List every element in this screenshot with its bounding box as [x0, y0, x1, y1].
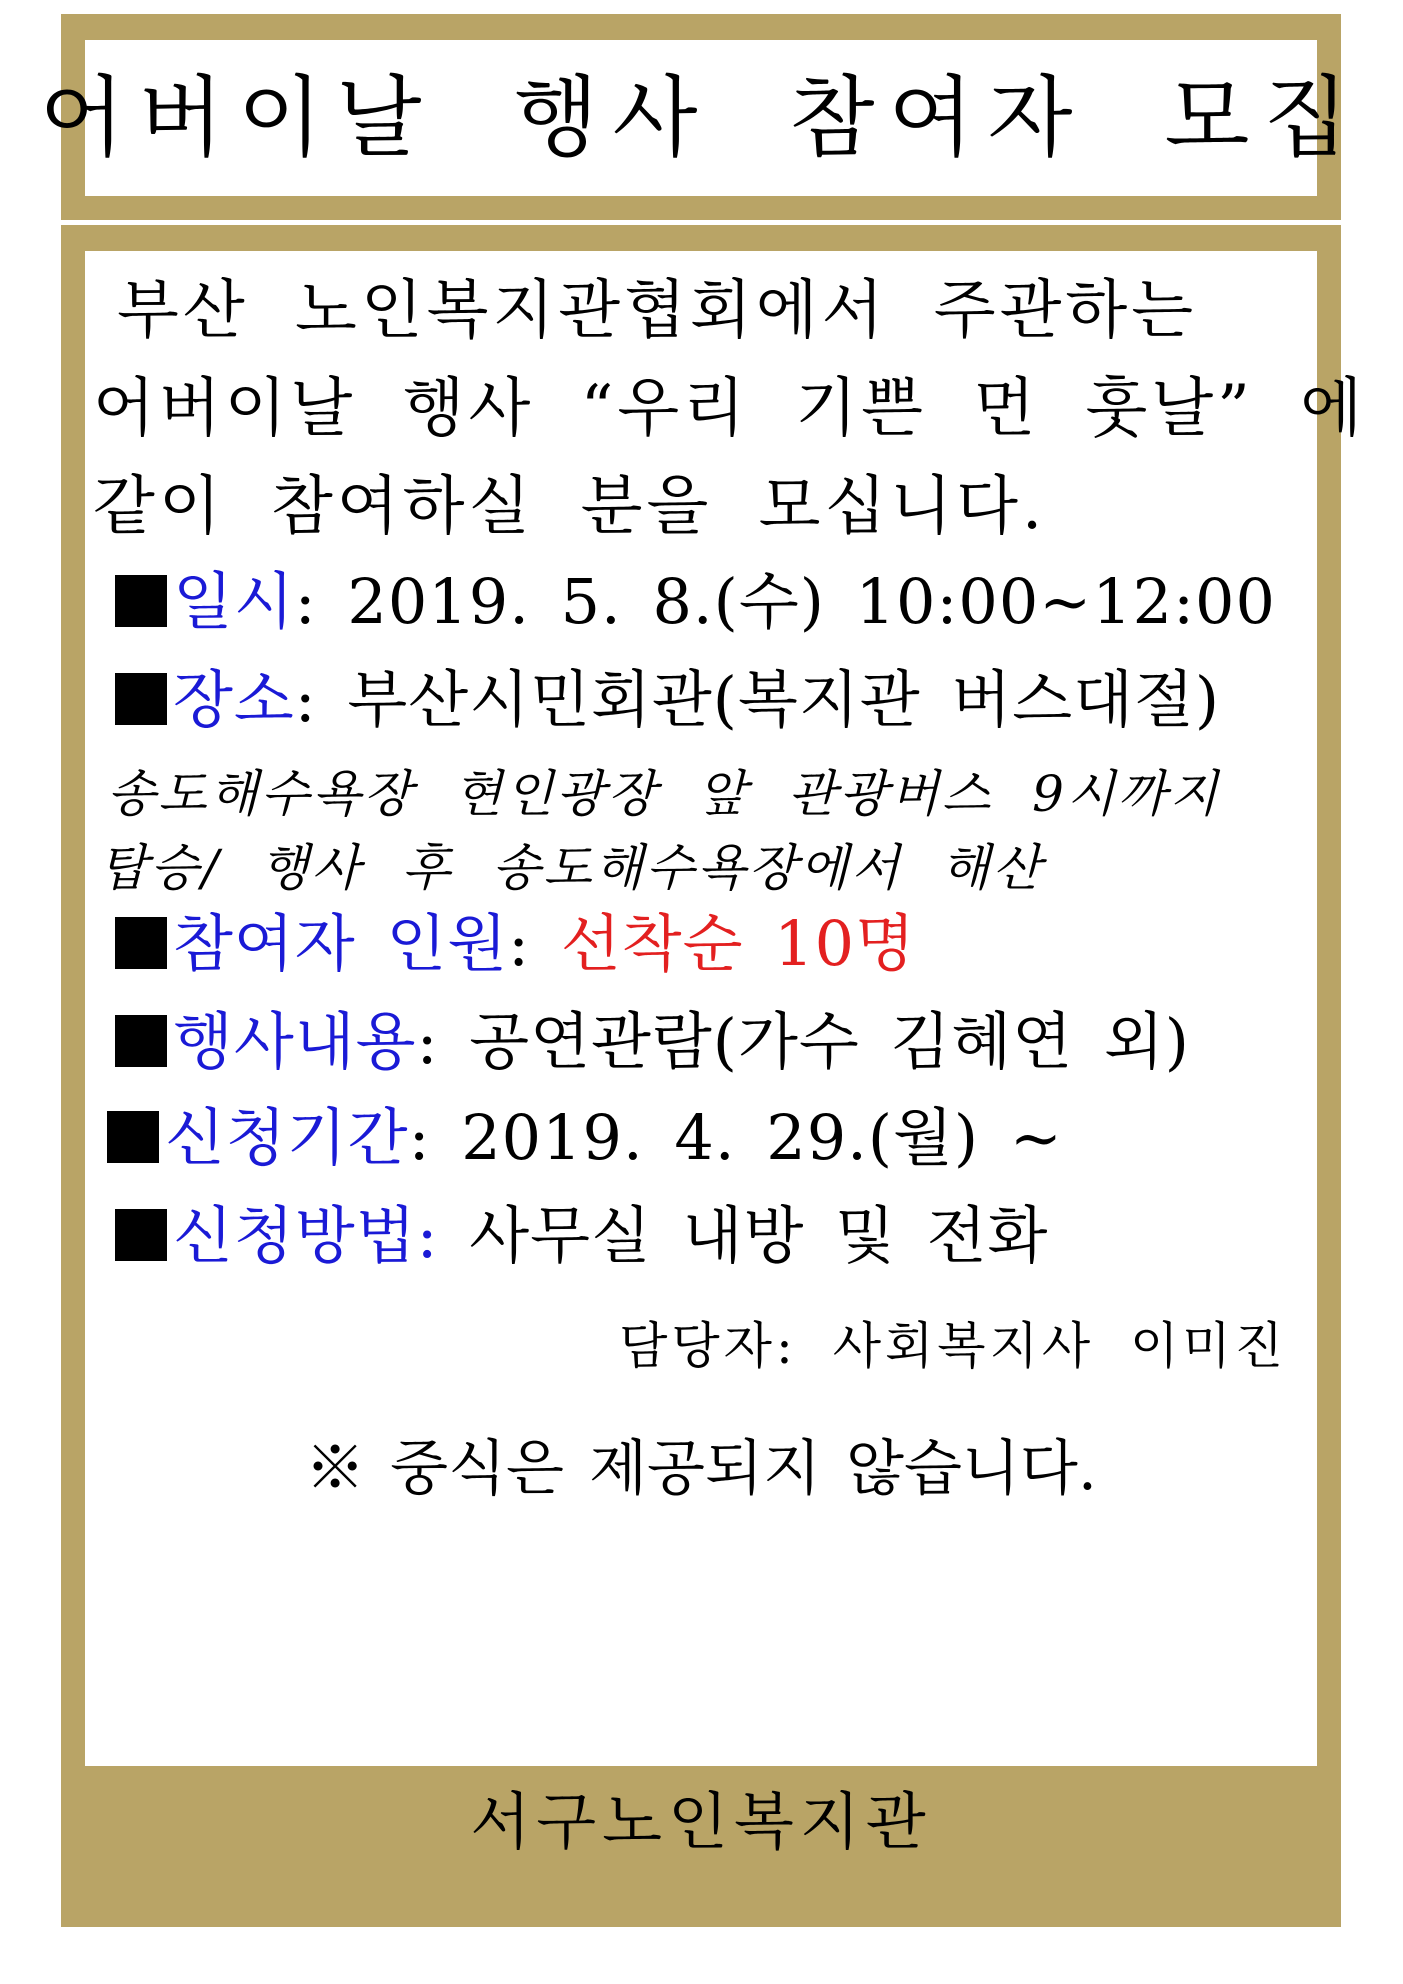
- black-square-icon: [115, 917, 167, 969]
- datetime-value: 2019. 5. 8.(수) 10:00~12:00: [347, 565, 1276, 638]
- transport-note-line-1: 송도해수욕장 현인광장 앞 관광버스 9시까지: [107, 765, 1221, 823]
- place-label: 장소: [173, 663, 295, 736]
- black-square-icon: [115, 575, 167, 627]
- program-label: 행사내용: [173, 1005, 417, 1078]
- participants-label: 참여자 인원: [173, 907, 509, 980]
- detail-place: 장소: 부산시민회관(복지관 버스대절): [115, 669, 1220, 731]
- main-frame: [61, 225, 1367, 1927]
- participants-value: 선착순 10명: [560, 907, 916, 980]
- datetime-label: 일시: [173, 565, 295, 638]
- detail-program: 행사내용: 공연관람(가수 김혜연 외): [115, 1011, 1190, 1073]
- content-box: [85, 251, 1367, 1766]
- detail-datetime: 일시: 2019. 5. 8.(수) 10:00~12:00: [115, 571, 1276, 633]
- period-value: 2019. 4. 29.(월) ~: [461, 1101, 1063, 1174]
- organization-name: 서구노인복지관: [470, 1785, 932, 1858]
- intro-line-2: 어버이날 행사 “우리 기쁜 먼 훗날” 에: [93, 372, 1367, 446]
- place-value: 부산시민회관(복지관 버스대절): [347, 663, 1221, 736]
- method-label: 신청방법: [173, 1199, 417, 1272]
- intro-line-3: 같이 참여하실 분을 모십니다.: [93, 470, 1047, 544]
- detail-method: 신청방법: 사무실 내방 및 전화: [115, 1205, 1048, 1267]
- method-value: 사무실 내방 및 전화: [469, 1199, 1049, 1272]
- lunch-notice: ※ 중식은 제공되지 않습니다.: [305, 1434, 1097, 1504]
- transport-note-line-2: 탑승/ 행사 후 송도해수욕장에서 해산: [99, 839, 1044, 897]
- black-square-icon: [115, 673, 167, 725]
- title-frame: [39, 14, 1363, 220]
- manager-line: 담당자: 사회복지사 이미진: [619, 1317, 1287, 1375]
- intro-line-1: 부산 노인복지관협회에서 주관하는: [117, 274, 1198, 348]
- title-box: [39, 40, 1363, 196]
- detail-period: 신청기간: 2019. 4. 29.(월) ~: [107, 1107, 1063, 1169]
- page-title: 어버이날 행사 참여자 모집: [39, 66, 1363, 169]
- black-square-icon: [115, 1015, 167, 1067]
- period-label: 신청기간: [165, 1101, 409, 1174]
- black-square-icon: [107, 1111, 159, 1163]
- detail-participants: 참여자 인원: 선착순 10명: [115, 913, 916, 975]
- program-value: 공연관람(가수 김혜연 외): [469, 1005, 1190, 1078]
- black-square-icon: [115, 1209, 167, 1261]
